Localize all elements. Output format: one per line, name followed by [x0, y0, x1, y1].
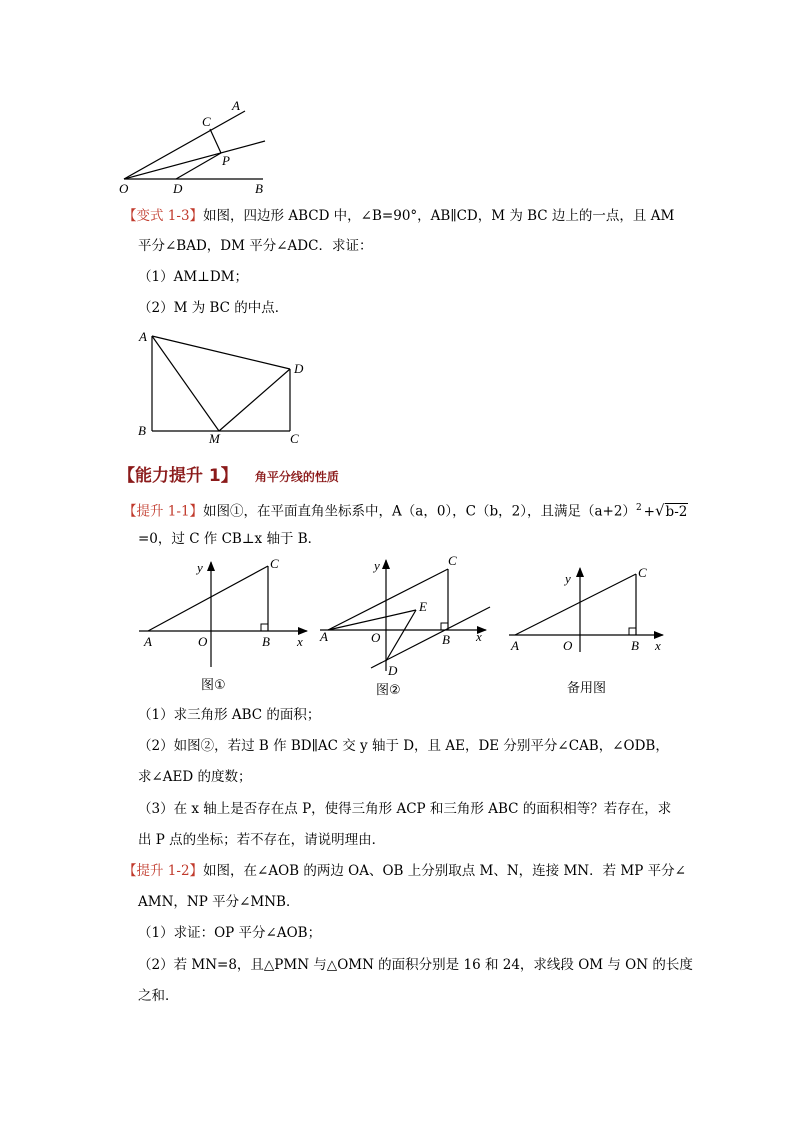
- label-O: O: [119, 181, 129, 196]
- variant-text-1: 如图，四边形 ABCD 中，∠B=90°，AB∥CD，M 为 BC 边上的一点，且 AM: [203, 208, 675, 224]
- axis-y: y: [565, 571, 571, 586]
- problem-1-1-q3b: 出 P 点的坐标；若不存在，请说明理由．: [138, 832, 386, 848]
- figure-quadrilateral: [130, 325, 320, 450]
- axis-y: y: [197, 560, 203, 575]
- section-title: 【能力提升 1】: [118, 466, 238, 486]
- label-A: A: [139, 329, 147, 344]
- label-P: P: [222, 153, 230, 168]
- variant-tag: 【变式 1-3】: [123, 208, 204, 224]
- problem-tag: 【提升 1-2】: [123, 863, 204, 879]
- sqrt-arg: b-2: [665, 503, 688, 520]
- label-M: M: [209, 431, 220, 446]
- label-B: B: [138, 423, 146, 438]
- problem-1-2-q2b: 之和．: [138, 988, 179, 1004]
- figure-1: [135, 557, 315, 697]
- variant-1-3-q2: （2）M 为 BC 的中点．: [138, 300, 289, 316]
- problem-tag: 【提升 1-1】: [123, 503, 204, 520]
- label-B: B: [631, 638, 639, 653]
- axis-x: x: [655, 638, 661, 653]
- section-subtitle: 角平分线的性质: [254, 470, 339, 484]
- figure-2: [316, 553, 496, 701]
- figure-spare: [505, 560, 675, 698]
- label-O: O: [563, 638, 573, 653]
- problem-1-2-q1: （1）求证：OP 平分∠AOB；: [138, 925, 322, 941]
- caption: 图②: [376, 682, 401, 697]
- label-O: O: [371, 630, 381, 645]
- problem-text-1: 如图①，在平面直角坐标系中，A（a，0），C（b，2），且满足（a+2）: [203, 503, 636, 520]
- label-B: B: [262, 634, 270, 649]
- label-B: B: [255, 181, 263, 196]
- label-A: A: [232, 98, 240, 113]
- problem-1-1-q2a: （2）如图②，若过 B 作 BD∥AC 交 y 轴于 D，且 AE，DE 分别平分∠CAB，∠ODB，: [138, 738, 669, 754]
- axis-x: x: [297, 634, 303, 649]
- problem-1-1-line2: =0，过 C 作 CB⊥x 轴于 B．: [138, 531, 322, 547]
- section-heading: [118, 461, 339, 486]
- sqrt-sign: √: [654, 501, 665, 520]
- problem-1-1-line1: [123, 499, 688, 521]
- problem-1-2-q2a: （2）若 MN=8，且△PMN 与△OMN 的面积分别是 16 和 24，求线段 OM 与 ON 的长度: [138, 957, 693, 973]
- problem-1-2-line2: AMN，NP 平分∠MNB．: [138, 894, 300, 910]
- problem-1-2-line1: [123, 862, 686, 880]
- label-A: A: [144, 634, 152, 649]
- variant-1-3-line2: 平分∠BAD，DM 平分∠ADC．求证：: [138, 238, 373, 254]
- axis-x: x: [476, 629, 482, 644]
- label-A: A: [511, 638, 519, 653]
- caption: 图①: [201, 677, 226, 692]
- label-A: A: [320, 629, 328, 644]
- label-O: O: [198, 634, 208, 649]
- problem-1-1-q1: （1）求三角形 ABC 的面积；: [138, 707, 321, 723]
- figure-angle-bisector: [110, 95, 290, 200]
- variant-1-3-line1: [123, 207, 674, 225]
- exponent: 2: [635, 503, 642, 513]
- label-C: C: [290, 431, 299, 446]
- problem-text-1: 如图，在∠AOB 的两边 OA、OB 上分别取点 M、N，连接 MN．若 MP 平分∠: [203, 863, 686, 879]
- variant-1-3-q1: （1）AM⊥DM；: [138, 269, 249, 285]
- label-B: B: [442, 632, 450, 647]
- problem-1-1-q2b: 求∠AED 的度数；: [138, 769, 252, 785]
- problem-1-1-q3a: （3）在 x 轴上是否存在点 P，使得三角形 ACP 和三角形 ABC 的面积相等？若存在，求: [138, 801, 672, 817]
- label-D: D: [173, 181, 183, 196]
- label-C: C: [638, 565, 647, 580]
- label-D: D: [388, 663, 398, 678]
- caption: 备用图: [567, 680, 607, 695]
- axis-y: y: [374, 558, 380, 573]
- plus-sign: +: [643, 503, 655, 520]
- label-C: C: [202, 114, 211, 129]
- label-D: D: [294, 361, 304, 376]
- label-C: C: [448, 553, 457, 568]
- label-E: E: [419, 599, 427, 614]
- label-C: C: [270, 557, 279, 571]
